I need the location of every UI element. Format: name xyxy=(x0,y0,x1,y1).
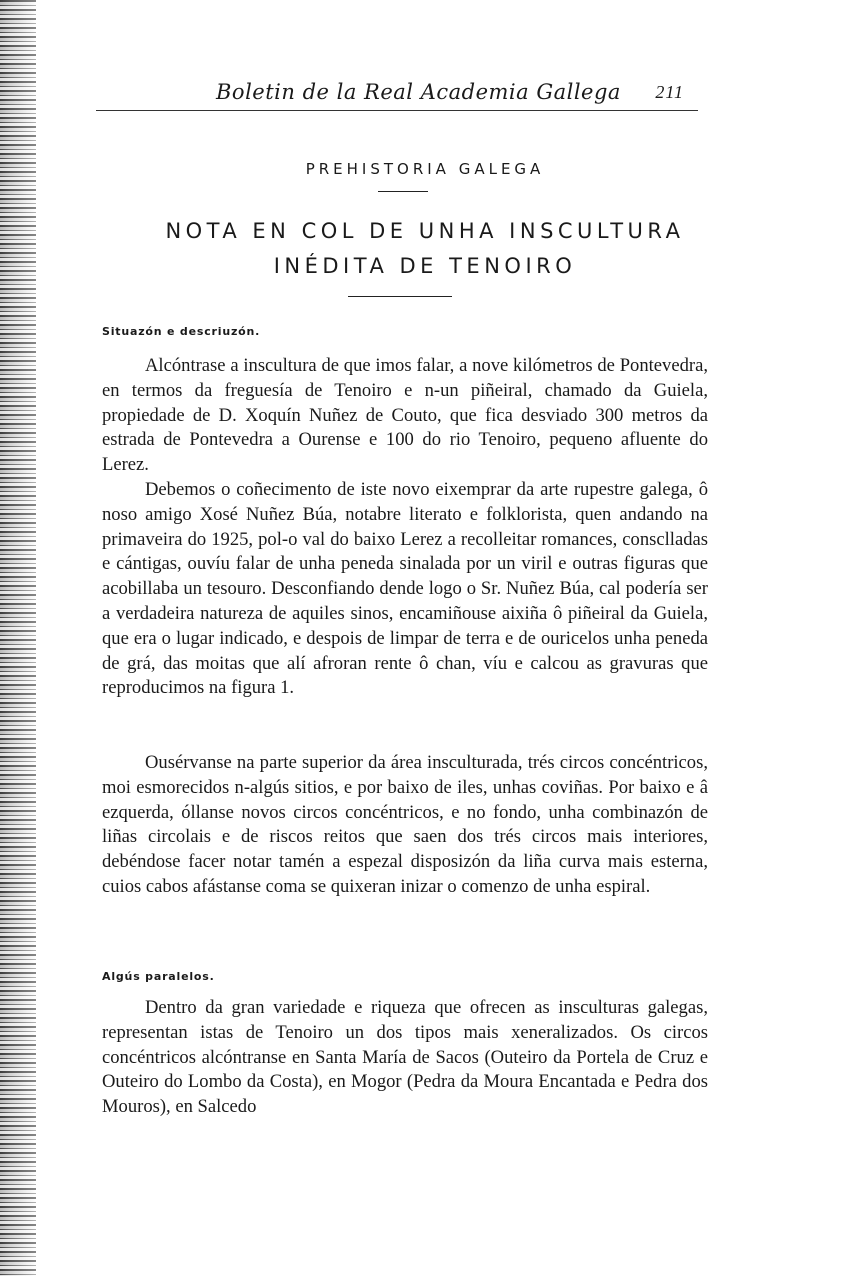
section-rule xyxy=(378,191,428,192)
running-header xyxy=(96,76,698,111)
paragraph-2: Debemos o coñecimento de iste novo eixemprar da arte rupestre galega, ô noso amigo Xosé Nuñez Búa, notabre literato e folklorista, quen andando na primaveira do 1925, pol-o val do baixo Lerez a recolleitar romances, consclladas e cántigas, ouvíu falar de unha peneda sinalada por un viril e outras figuras que acobillaba un tesouro. Desconfiando dende logo o Sr. Nuñez Búa, cal podería ser a verdadeira natureza de aquiles sinos, encamiñouse aixiña ô piñeiral da Guiela, que era o lugar indicado, e despois de limpar de terra e de ouricelos unha peneda de grá, das moitas que alí afroran rente ô chan, víu e calcou as gravuras que reproducimos na figura 1. xyxy=(102,479,708,699)
title-rule xyxy=(348,296,452,297)
article-title-line-1: NOTA EN COL DE UNHA INSCULTURA xyxy=(165,219,685,243)
page-binding-edge xyxy=(0,0,36,1276)
page-number: 211 xyxy=(655,82,684,102)
paragraph-4: Dentro da gran variedade e riqueza que ofrecen as insculturas galegas, representan istas de Tenoiro un dos tipos mais xeneralizados. Os circos concéntricos alcóntranse en Santa María de Sacos (Outeiro da Portela de Cruz e Outeiro do Lombo da Costa), en Mogor (Pedra da Moura Encantada e Pedra dos Mouros), en Salcedo xyxy=(102,997,708,1118)
journal-title: Boletin de la Real Academia Gallega xyxy=(216,80,621,104)
subhead-parallels: Algús paralelos. xyxy=(102,970,215,983)
article-title-line-2: INÉDITA DE TENOIRO xyxy=(273,254,577,278)
subhead-situation: Situazón e descriuzón. xyxy=(102,325,261,338)
paragraph-3: Ousérvanse na parte superior da área insculturada, trés circos concéntricos, moi esmorecidos n-algús sitios, e por baixo de iles, unhas coviñas. Por baixo e â ezquerda, óllanse novos circos concéntricos, e no fondo, unha combinazón de liñas circolais e de riscos reitos que saen dos trés circos mais interiores, debéndose facer notar tamén a espezal disposizón da liña curva mais esterna, cuios cabos afástanse coma se quixeran inizar o comenzo de unha espiral. xyxy=(102,752,708,897)
section-title: PREHISTORIA GALEGA xyxy=(305,160,545,178)
paragraph-1: Alcóntrase a inscultura de que imos falar, a nove kilómetros de Pontevedra, en termos da freguesía de Tenoiro e n-un piñeiral, chamado da Guiela, propiedade de D. Xoquín Nuñez de Couto, que fica desviado 300 metros da estrada de Pontevedra a Ourense e 100 do rio Tenoiro, pequeno afluente do Lerez. xyxy=(102,355,708,476)
